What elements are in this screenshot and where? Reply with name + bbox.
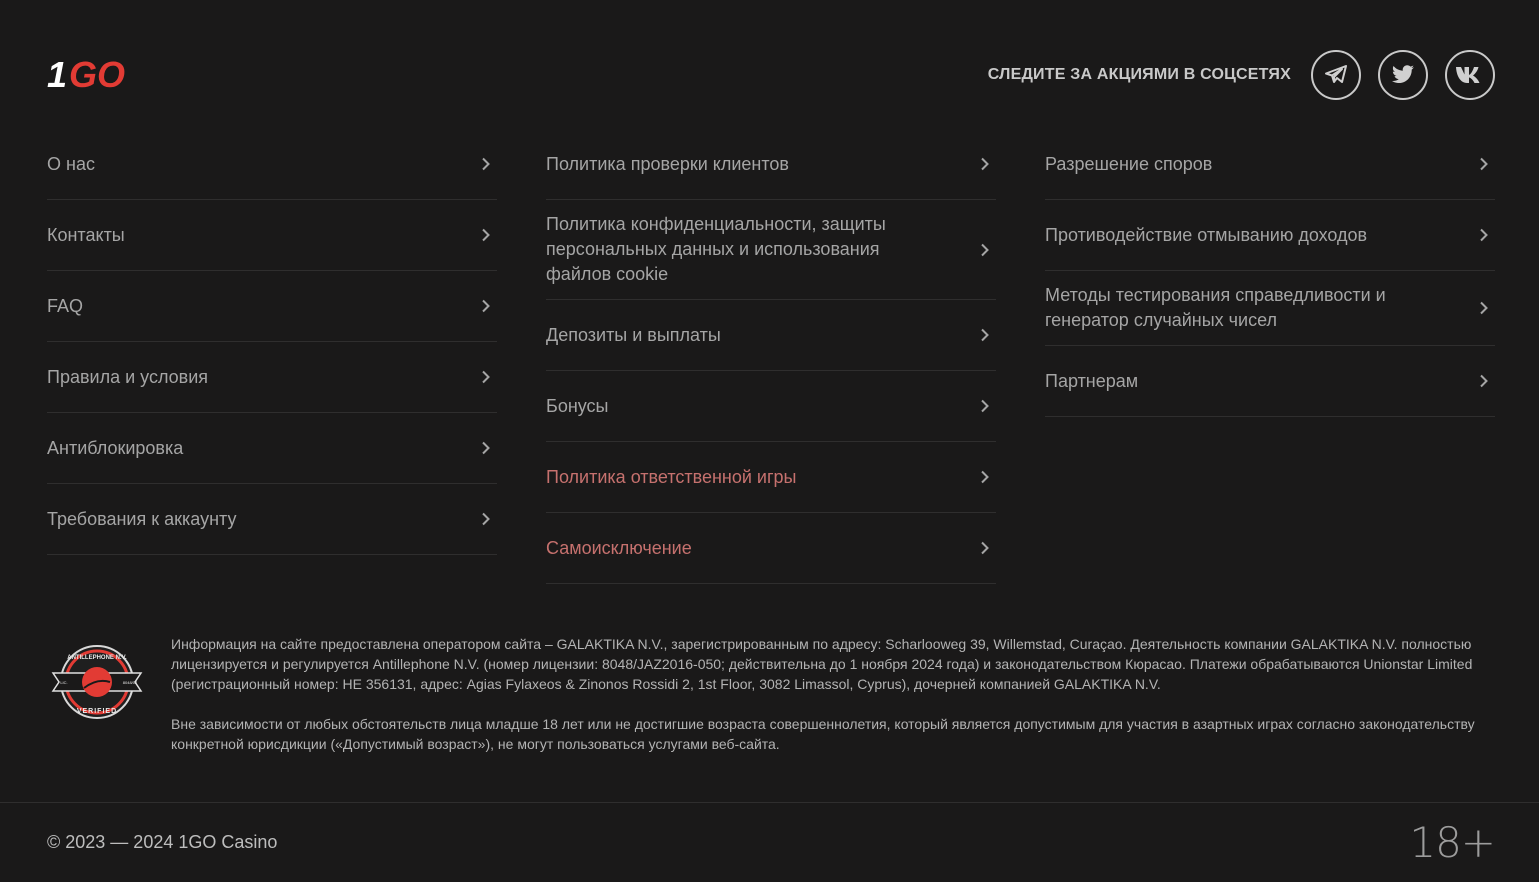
- chevron-right-icon: [479, 512, 493, 526]
- nav-item-deposits-withdrawals[interactable]: [546, 300, 996, 371]
- logo[interactable]: [47, 48, 135, 102]
- footer-nav: [47, 129, 1495, 584]
- nav-column-3: [1045, 129, 1495, 584]
- chevron-right-icon: [1477, 228, 1491, 242]
- footer-bottom: [47, 803, 1495, 882]
- chevron-right-icon: [1477, 374, 1491, 388]
- chevron-right-icon: [479, 441, 493, 455]
- nav-item-label: О нас: [47, 153, 95, 174]
- chevron-right-icon: [1477, 301, 1491, 315]
- chevron-right-icon: [978, 541, 992, 555]
- nav-item-label: Методы тестирования справедливости и генератор случайных чисел: [1045, 285, 1386, 330]
- chevron-right-icon: [479, 228, 493, 242]
- svg-text:ANTILLEPHONE N.V.: ANTILLEPHONE N.V.: [67, 655, 127, 661]
- nav-item-self-exclusion[interactable]: [546, 513, 996, 584]
- nav-item-dispute-resolution[interactable]: [1045, 129, 1495, 200]
- chevron-right-icon: [1477, 157, 1491, 171]
- chevron-right-icon: [479, 370, 493, 384]
- nav-item-label: Политика конфиденциальности, защиты персональных данных и использования файлов cookie: [546, 214, 886, 284]
- chevron-right-icon: [479, 157, 493, 171]
- nav-item-label: FAQ: [47, 295, 84, 316]
- nav-item-label: Антиблокировка: [47, 437, 184, 458]
- twitter-icon: [1391, 65, 1415, 85]
- nav-item-privacy-policy[interactable]: [546, 200, 996, 300]
- nav-item-antiblock[interactable]: [47, 413, 497, 484]
- nav-item-fairness-rng[interactable]: [1045, 271, 1495, 346]
- nav-item-label: Политика проверки клиентов: [546, 153, 789, 174]
- nav-item-contacts[interactable]: [47, 200, 497, 271]
- chevron-right-icon: [978, 243, 992, 257]
- legal-section: [47, 634, 1495, 774]
- nav-item-about[interactable]: [47, 129, 497, 200]
- copyright: © 2023 — 2024 1GO Casino: [47, 832, 278, 852]
- svg-text:8048/02: 8048/02: [122, 680, 138, 685]
- license-badge[interactable]: [47, 642, 147, 722]
- nav-item-label: Бонусы: [546, 395, 609, 416]
- chevron-right-icon: [479, 299, 493, 313]
- logo-one: 1: [47, 55, 68, 95]
- svg-text:LIC.: LIC.: [60, 680, 68, 685]
- antillephone-seal-icon: [47, 642, 147, 722]
- vk-icon: [1455, 65, 1485, 85]
- legal-paragraph-operator: Информация на сайте предоставлена оператором сайта – GALAKTIKA N.V., зарегистрированным по адресу: Scharlooweg 39, Willemstad, Curaçao. Деятельность компании GALAKTIKA N.V. полностью лицензируется и регулируется Antillephone N.V. (номер лицензии: 8048/JAZ2016-050; действительна до 1 ноября 2024 года) и законодательством Кюрасао. Платежи обрабатываются Unionstar Limited (регистрационный номер: HE 356131, адрес: Agias Fylaxeos & Zinonos Rossidi 2, 1st Floor, 3082 Limassol, Cyprus), дочерней компанией GALAKTIKA N.V.: [171, 636, 1473, 692]
- svg-text:VERIFIED: VERIFIED: [76, 708, 118, 715]
- nav-item-bonuses[interactable]: [546, 371, 996, 442]
- nav-item-label: Самоисключение: [546, 537, 692, 558]
- nav-column-1: [47, 129, 497, 584]
- nav-item-label: Правила и условия: [47, 366, 209, 387]
- nav-item-partners[interactable]: [1045, 346, 1495, 417]
- brand-logo-icon: [47, 55, 135, 95]
- nav-column-2: [546, 129, 996, 584]
- nav-item-label: Политика ответственной игры: [546, 466, 797, 487]
- nav-item-terms[interactable]: [47, 342, 497, 413]
- telegram-button[interactable]: [1311, 50, 1361, 100]
- nav-item-aml[interactable]: [1045, 200, 1495, 271]
- age-limit-badge: 18+: [1409, 818, 1495, 867]
- nav-item-responsible-gaming[interactable]: [546, 442, 996, 513]
- footer-top: [47, 48, 1495, 102]
- nav-item-label: Разрешение споров: [1045, 153, 1213, 174]
- logo-go: GO: [69, 55, 126, 95]
- twitter-button[interactable]: [1378, 50, 1428, 100]
- chevron-right-icon: [978, 470, 992, 484]
- nav-item-label: Противодействие отмыванию доходов: [1045, 224, 1368, 245]
- social-label: СЛЕДИТЕ ЗА АКЦИЯМИ В СОЦСЕТЯХ: [987, 66, 1291, 83]
- chevron-right-icon: [978, 157, 992, 171]
- legal-text: [171, 634, 1495, 774]
- legal-paragraph-age: Вне зависимости от любых обстоятельств лица младше 18 лет или не достигшие возраста совершеннолетия, который является допустимым для участия в азартных играх согласно законодательству конкретной юрисдикции («Допустимый возраст»), не могут пользоваться услугами веб-сайта.: [171, 716, 1475, 752]
- vk-button[interactable]: [1445, 50, 1495, 100]
- telegram-icon: [1324, 64, 1348, 86]
- nav-item-kyc-policy[interactable]: [546, 129, 996, 200]
- nav-item-faq[interactable]: [47, 271, 497, 342]
- nav-item-account-requirements[interactable]: [47, 484, 497, 555]
- nav-item-label: Депозиты и выплаты: [546, 324, 721, 345]
- chevron-right-icon: [978, 399, 992, 413]
- nav-item-label: Контакты: [47, 224, 125, 245]
- nav-item-label: Требования к аккаунту: [47, 508, 237, 529]
- chevron-right-icon: [978, 328, 992, 342]
- social-links: [988, 50, 1495, 100]
- nav-item-label: Партнерам: [1045, 370, 1139, 391]
